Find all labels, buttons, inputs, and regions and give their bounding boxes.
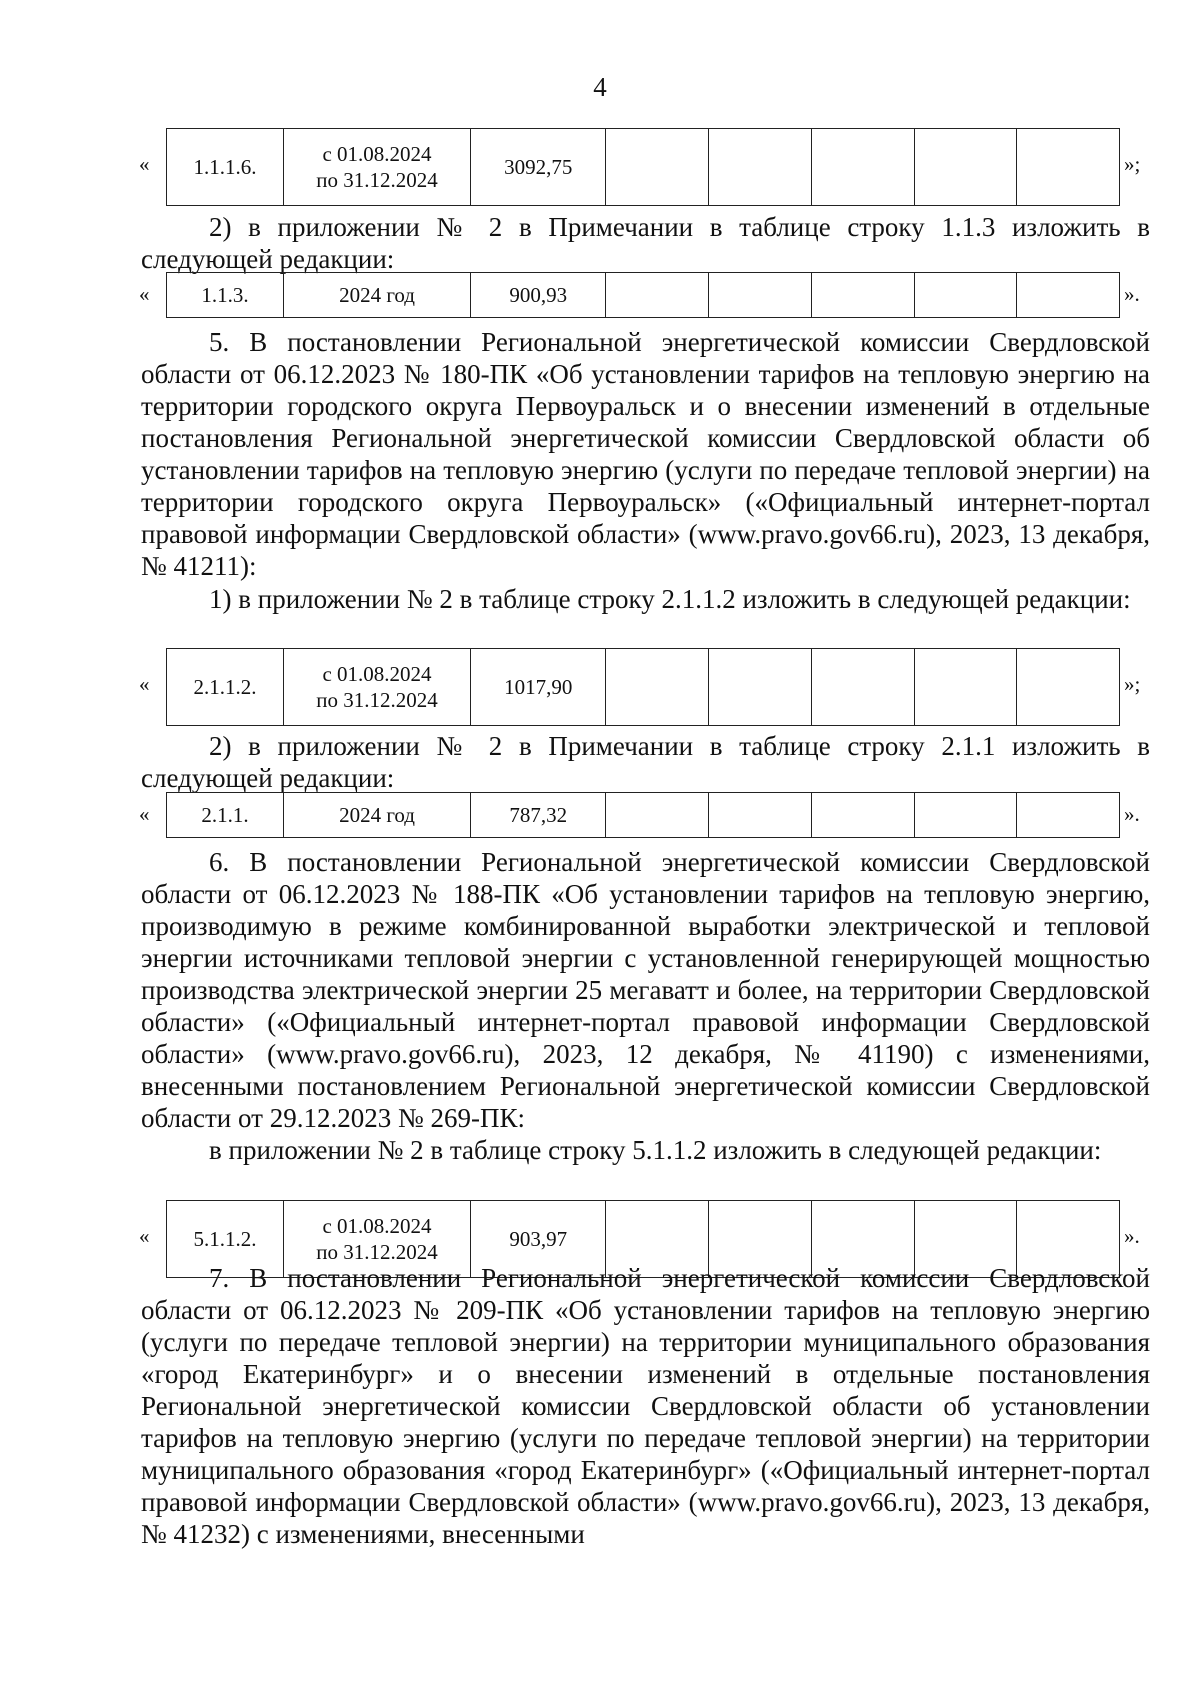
period-start: с 01.08.2024 <box>322 662 432 686</box>
quote-close: ». <box>1124 282 1140 306</box>
period-end: по 31.12.2024 <box>316 168 438 192</box>
row-period: 2024 год <box>283 793 470 838</box>
empty-cell <box>606 649 709 726</box>
row-code: 5.1.1.2. <box>167 1201 284 1278</box>
row-value: 787,32 <box>471 793 606 838</box>
row-value: 3092,75 <box>471 129 606 206</box>
tariff-table <box>166 128 1120 206</box>
row-code: 1.1.3. <box>167 273 284 318</box>
quote-open: « <box>139 152 150 176</box>
paragraph-appendix-2-row-2-1-1-2: 1) в приложении № 2 в таблице строку 2.1.1.2 изложить в следующей редакции: <box>209 584 1131 614</box>
paragraph-section-6: 6. В постановлении Региональной энергетической комиссии Свердловской области от 06.12.2023 № 188-ПК «Об установлении тарифов на тепловую энергию, производимую в режиме комбинированной выработки электрической и тепловой энергии источниками тепловой энергии с установленной генерирующей мощностью производства электрической энергии 25 мегаватт и более, на территории Свердловской области» («Официальный интернет-портал правовой информации Свердловской области» (www.pravo.gov66.ru), 2023, 12 декабря, № 41190) с изменениями, внесенными постановлением Региональной энергетической комиссии Свердловской области от 29.12.2023 № 269-ПК: <box>141 847 1150 1133</box>
empty-cell <box>811 273 914 318</box>
page-number: 4 <box>593 72 607 102</box>
row-period: 2024 год <box>283 273 470 318</box>
quote-close: ». <box>1124 1224 1140 1248</box>
tariff-table <box>166 272 1120 318</box>
row-period <box>283 129 470 206</box>
paragraph-section-7: 7. В постановлении Региональной энергетической комиссии Свердловской области от 06.12.2023 № 209-ПК «Об установлении тарифов на тепловую энергию (услуги по передаче тепловой энергии) на территории муниципального образования «город Екатеринбург» и о внесении изменений в отдельные постановления Региональной энергетической комиссии Свердловской области об установлении тарифов на тепловую энергию (услуги по передаче тепловой энергии) на территории муниципального образования «город Екатеринбург» («Официальный интернет-портал правовой информации Свердловской области» (www.pravo.gov66.ru), 2023, 13 декабря, № 41232) с изменениями, внесенными <box>141 1263 1150 1549</box>
row-code: 2.1.1. <box>167 793 284 838</box>
tariff-table <box>166 792 1120 838</box>
paragraph-section-5: 5. В постановлении Региональной энергетической комиссии Свердловской области от 06.12.2023 № 180-ПК «Об установлении тарифов на тепловую энергию на территории городского округа Первоуральск и о внесении изменений в отдельные постановления Региональной энергетической комиссии Свердловской области об установлении тарифов на тепловую энергию (услуги по передаче тепловой энергии) на территории городского округа Первоуральск» («Официальный интернет-портал правовой информации Свердловской области» (www.pravo.gov66.ru), 2023, 13 декабря, № 41211): <box>141 327 1150 581</box>
paragraph-appendix-2-row-1-1-3: 2) в приложении № 2 в Примечании в таблице строку 1.1.3 изложить в следующей редакции: <box>141 212 1150 274</box>
paragraph-appendix-2-row-2-1-1: 2) в приложении № 2 в Примечании в таблице строку 2.1.1 изложить в следующей редакции: <box>141 731 1150 793</box>
period-start: с 01.08.2024 <box>322 1214 432 1238</box>
tariff-table <box>166 648 1120 726</box>
empty-cell <box>914 129 1017 206</box>
empty-cell <box>1017 793 1120 838</box>
empty-cell <box>811 793 914 838</box>
empty-cell <box>709 129 812 206</box>
row-value: 1017,90 <box>471 649 606 726</box>
empty-cell <box>606 273 709 318</box>
quote-close: ». <box>1124 802 1140 826</box>
quote-close: »; <box>1124 672 1141 696</box>
quote-open: « <box>139 282 150 306</box>
period-end: по 31.12.2024 <box>316 688 438 712</box>
quote-open: « <box>139 802 150 826</box>
period-end: по 31.12.2024 <box>316 1240 438 1264</box>
empty-cell <box>1017 129 1120 206</box>
row-code: 2.1.1.2. <box>167 649 284 726</box>
empty-cell <box>1017 273 1120 318</box>
empty-cell <box>914 273 1017 318</box>
quote-open: « <box>139 1224 150 1248</box>
row-period <box>283 649 470 726</box>
empty-cell <box>1017 649 1120 726</box>
empty-cell <box>709 649 812 726</box>
row-code: 1.1.1.6. <box>167 129 284 206</box>
row-value: 900,93 <box>471 273 606 318</box>
empty-cell <box>914 793 1017 838</box>
empty-cell <box>606 129 709 206</box>
empty-cell <box>606 793 709 838</box>
empty-cell <box>709 273 812 318</box>
quote-open: « <box>139 672 150 696</box>
empty-cell <box>811 649 914 726</box>
empty-cell <box>914 649 1017 726</box>
paragraph-appendix-2-row-5-1-1-2: в приложении № 2 в таблице строку 5.1.1.2 изложить в следующей редакции: <box>209 1135 1102 1165</box>
period-start: с 01.08.2024 <box>322 142 432 166</box>
empty-cell <box>811 129 914 206</box>
quote-close: »; <box>1124 152 1141 176</box>
row-value: 903,97 <box>471 1201 606 1278</box>
empty-cell <box>709 793 812 838</box>
